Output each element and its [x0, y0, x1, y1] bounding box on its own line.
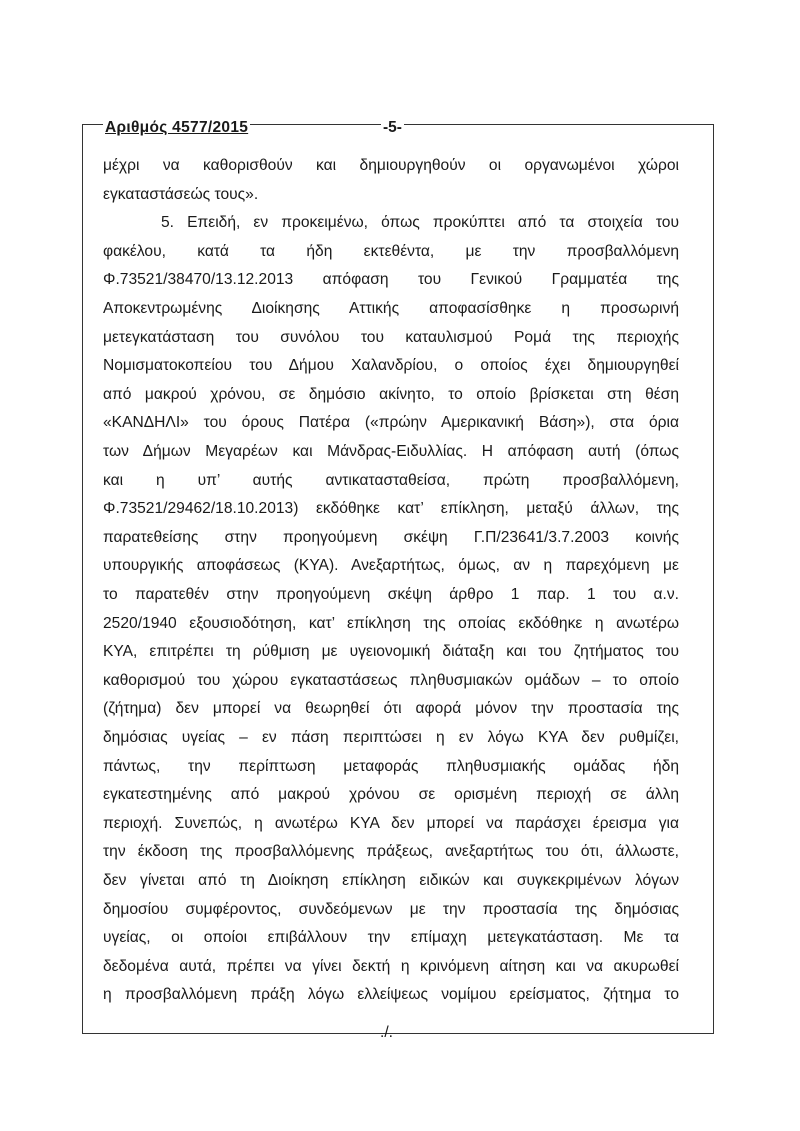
text-line: Αποκεντρωμένης Διοίκησης Αττικής αποφασίσθηκε η προσωρινή	[103, 300, 679, 317]
text-line: των Δήμων Μεγαρέων και Μάνδρας-Ειδυλλίας. Η απόφαση αυτή (όπως	[103, 443, 679, 460]
text-line: το παρατεθέν στην προηγούμενη σκέψη άρθρο 1 παρ. 1 του α.ν.	[103, 586, 679, 603]
text-line: δημόσιας υγείας – εν πάση περιπτώσει η εν λόγω ΚΥΑ δεν ρυθμίζει,	[103, 729, 679, 746]
text-line: 5. Επειδή, εν προκειμένω, όπως προκύπτει από τα στοιχεία του	[161, 214, 679, 232]
text-line: περιοχή. Συνεπώς, η ανωτέρω ΚΥΑ δεν μπορεί να παράσχει έρεισμα για	[103, 814, 679, 832]
text-line: φακέλου, κατά τα ήδη εκτεθέντα, με την προσβαλλόμενη	[103, 242, 679, 260]
text-line: εγκαταστάσεώς τους».	[103, 185, 259, 203]
text-line: καθορισμού του χώρου εγκαταστάσεως πληθυσμιακών ομάδων – το οποίο	[103, 671, 679, 689]
page-number: -5-	[383, 119, 402, 136]
text-line: ΚΥΑ, επιτρέπει τη ρύθμιση με υγειονομική διάταξη και του ζητήματος του	[103, 643, 679, 661]
text-line: πάντως, την περίπτωση μεταφοράς πληθυσμιακής ομάδας ήδη	[103, 757, 679, 775]
text-line: «ΚΑΝΔΗΛΙ» του όρους Πατέρα («πρώην Αμερικανική Βάση»), στα όρια	[103, 414, 679, 432]
text-line: δημοσίου συμφέροντος, συνδεόμενων με την προστασία της δημόσιας	[103, 900, 679, 918]
text-line: η προσβαλλόμενη πράξη λόγω ελλείψεως νομίμου ερείσματος, ζήτημα το	[103, 986, 679, 1004]
text-line: δεν γίνεται από τη Διοίκηση επίκληση ειδικών και συγκεκριμένων λόγων	[103, 872, 679, 889]
continuation-mark: ./.	[380, 1024, 393, 1041]
text-line: υγείας, οι οποίοι επιβάλλουν την επίμαχη μετεγκατάσταση. Με τα	[103, 929, 679, 947]
text-line: Φ.73521/38470/13.12.2013 απόφαση του Γενικού Γραμματέα της	[103, 271, 679, 289]
text-line: δεδομένα αυτά, πρέπει να γίνει δεκτή η κρινόμενη αίτηση και να ακυρωθεί	[103, 957, 679, 975]
text-line: υπουργικής αποφάσεως (ΚΥΑ). Ανεξαρτήτως, όμως, αν η παρεχόμενη με	[103, 557, 679, 575]
case-number: Αριθμός 4577/2015	[105, 119, 249, 136]
text-line: Νομισματοκοπείου του Δήμου Χαλανδρίου, ο οποίος έχει δημιουργηθεί	[103, 357, 679, 375]
text-line: την έκδοση της προσβαλλόμενης πράξεως, ανεξαρτήτως του ότι, άλλωστε,	[103, 843, 679, 861]
text-line: (ζήτημα) δεν μπορεί να θεωρηθεί ότι αφορά μόνον την προστασία της	[103, 700, 679, 718]
text-line: Φ.73521/29462/18.10.2013) εκδόθηκε κατ’ επίκληση, μεταξύ άλλων, της	[103, 500, 679, 518]
text-line: εγκατεστημένης από μακρού χρόνου σε ορισμένη περιοχή σε άλλη	[103, 786, 679, 804]
text-line: από μακρού χρόνου, σε δημόσιο ακίνητο, το οποίο βρίσκεται στη θέση	[103, 385, 679, 403]
text-line: μέχρι να καθορισθούν και δημιουργηθούν οι οργανωμένοι χώροι	[103, 157, 679, 174]
text-line: και η υπ’ αυτής αντικατασταθείσα, πρώτη προσβαλλόμενη,	[103, 471, 679, 489]
text-line: παρατεθείσης στην προηγούμενη σκέψη Γ.Π/23641/3.7.2003 κοινής	[103, 528, 679, 546]
text-line: 2520/1940 εξουσιοδότηση, κατ’ επίκληση της οποίας εκδόθηκε η ανωτέρω	[103, 614, 679, 632]
text-line: μετεγκατάσταση του συνόλου του καταυλισμού Ρομά της περιοχής	[103, 328, 679, 346]
